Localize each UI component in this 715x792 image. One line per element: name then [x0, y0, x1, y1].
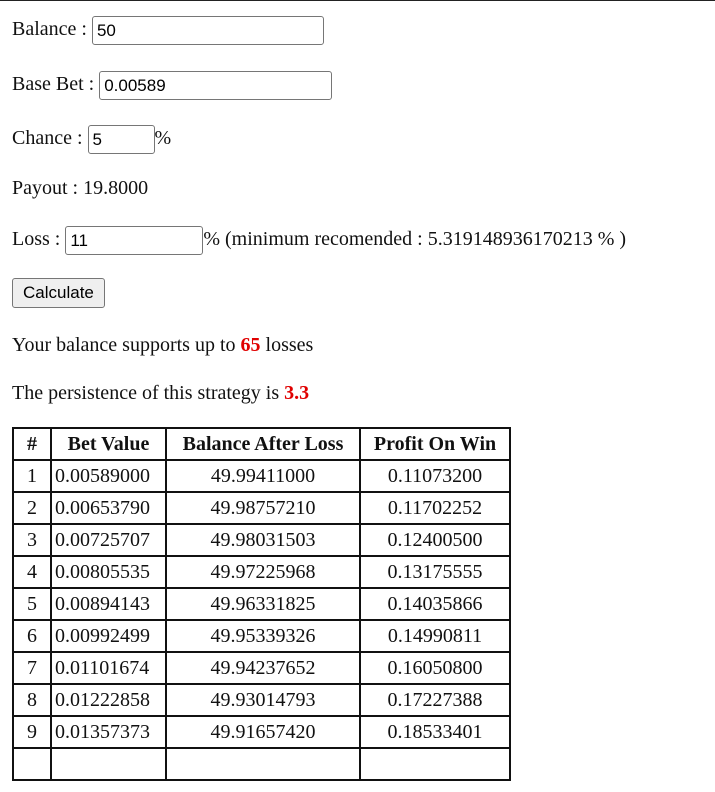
base-bet-label: Base Bet :: [12, 73, 95, 96]
persistence-value: 3.3: [284, 382, 310, 404]
loss-minimum-note: % (minimum recomended : 5.319148936170213 % ): [203, 228, 627, 251]
cell-bet-value: 0.00653790: [51, 492, 166, 524]
cell-profit-on-win: 0.12400500: [360, 524, 510, 556]
cell-balance-after-loss: 49.95339326: [166, 620, 360, 652]
cell-balance-after-loss: 49.99411000: [166, 460, 360, 492]
loss-row: [12, 226, 626, 255]
cell-balance-after-loss: 49.97225968: [166, 556, 360, 588]
payout-value: 19.8000: [83, 177, 149, 199]
payout-label: Payout :: [12, 177, 79, 199]
cell-profit-on-win: 0.16050800: [360, 652, 510, 684]
supports-text: [12, 333, 313, 357]
base-bet-input[interactable]: [99, 71, 332, 100]
cell-bet-value: 0.00894143: [51, 588, 166, 620]
cell-profit-on-win: 0.11702252: [360, 492, 510, 524]
cell-profit-on-win: 0.17227388: [360, 684, 510, 716]
cell-index: [13, 748, 51, 780]
results-table: [12, 427, 511, 781]
cell-index: 9: [13, 716, 51, 748]
cell-index: 3: [13, 524, 51, 556]
persistence-prefix: The persistence of this strategy is: [12, 382, 280, 404]
supports-suffix: losses: [265, 334, 314, 356]
cell-bet-value: 0.01222858: [51, 684, 166, 716]
loss-label: Loss :: [12, 228, 61, 251]
top-border: [0, 0, 715, 1]
table-header-row: [13, 428, 510, 460]
cell-profit-on-win: 0.18533401: [360, 716, 510, 748]
supports-losses-count: 65: [240, 334, 261, 356]
table-row: [13, 524, 510, 556]
table-row: [13, 684, 510, 716]
balance-row: [12, 16, 324, 45]
header-balance-after-loss: Balance After Loss: [166, 428, 360, 460]
cell-balance-after-loss: 49.98757210: [166, 492, 360, 524]
cell-bet-value: 0.00589000: [51, 460, 166, 492]
cell-index: 6: [13, 620, 51, 652]
loss-input[interactable]: [65, 226, 203, 255]
table-row: [13, 716, 510, 748]
cell-balance-after-loss: 49.96331825: [166, 588, 360, 620]
cell-profit-on-win: 0.14035866: [360, 588, 510, 620]
payout-row: [12, 176, 148, 200]
cell-profit-on-win: [360, 748, 510, 780]
cell-index: 7: [13, 652, 51, 684]
cell-profit-on-win: 0.13175555: [360, 556, 510, 588]
cell-index: 8: [13, 684, 51, 716]
chance-input[interactable]: [88, 125, 155, 154]
cell-balance-after-loss: 49.94237652: [166, 652, 360, 684]
calculate-button[interactable]: Calculate: [12, 278, 105, 308]
chance-percent-sign: %: [154, 127, 172, 150]
cell-bet-value: 0.00805535: [51, 556, 166, 588]
table-row: [13, 556, 510, 588]
cell-index: 2: [13, 492, 51, 524]
persistence-text: [12, 381, 309, 405]
cell-bet-value: 0.01101674: [51, 652, 166, 684]
table-row: [13, 620, 510, 652]
cell-balance-after-loss: 49.93014793: [166, 684, 360, 716]
cell-profit-on-win: 0.11073200: [360, 460, 510, 492]
cell-profit-on-win: 0.14990811: [360, 620, 510, 652]
calculate-row: [12, 278, 105, 308]
cell-index: 1: [13, 460, 51, 492]
table-row: [13, 588, 510, 620]
balance-input[interactable]: [92, 16, 324, 45]
cell-bet-value: 0.00992499: [51, 620, 166, 652]
chance-label: Chance :: [12, 127, 83, 150]
cell-index: 5: [13, 588, 51, 620]
table-row: [13, 492, 510, 524]
header-bet-value: Bet Value: [51, 428, 166, 460]
header-index: #: [13, 428, 51, 460]
base-bet-row: [12, 71, 332, 100]
cell-index: 4: [13, 556, 51, 588]
table-row: [13, 748, 510, 780]
cell-balance-after-loss: [166, 748, 360, 780]
table-row: [13, 652, 510, 684]
cell-bet-value: 0.00725707: [51, 524, 166, 556]
cell-balance-after-loss: 49.98031503: [166, 524, 360, 556]
chance-row: [12, 125, 171, 154]
header-profit-on-win: Profit On Win: [360, 428, 510, 460]
table-row: [13, 460, 510, 492]
balance-label: Balance :: [12, 18, 87, 41]
supports-prefix: Your balance supports up to: [12, 334, 236, 356]
cell-bet-value: 0.01357373: [51, 716, 166, 748]
cell-balance-after-loss: 49.91657420: [166, 716, 360, 748]
cell-bet-value: [51, 748, 166, 780]
